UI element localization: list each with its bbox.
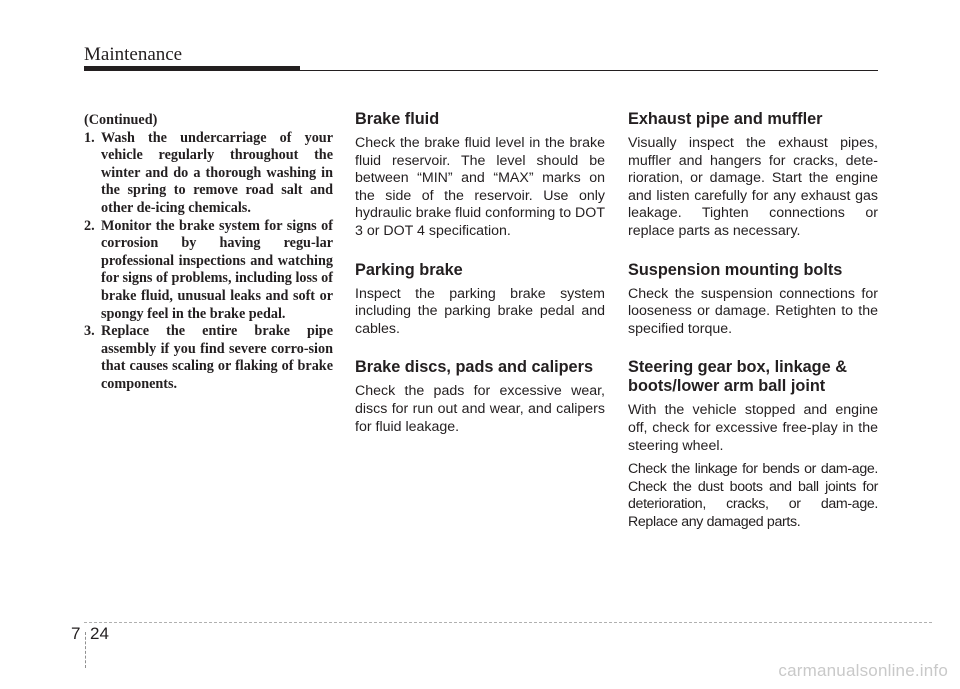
- column-exhaust-suspension: [628, 110, 878, 552]
- suspension-heading: Suspension mounting bolts: [628, 260, 843, 279]
- exhaust-heading: Exhaust pipe and muffler: [628, 110, 823, 128]
- brake-discs-body: Check the pads for excessive wear, discs for run out and wear, and calipers for fluid leakage.: [355, 383, 605, 435]
- footer-rule: [84, 622, 932, 623]
- exhaust-body: Visually inspect the exhaust pipes, muffler and hangers for cracks, dete-rioration, or damage. Start the engine and listen carefully for any exhaust gas leakage. Tighten connections or replace parts as necessary.: [628, 135, 878, 239]
- brake-fluid-heading: Brake fluid: [355, 110, 440, 128]
- list-item: [84, 218, 333, 324]
- corrosion-steps-list: [84, 130, 333, 394]
- watermark: carmanualsonline.info: [778, 661, 948, 680]
- steering-heading: Steering gear box, linkage & boots/lower arm ball joint: [628, 358, 847, 396]
- list-item-number: 3.: [84, 323, 95, 340]
- list-item-text: Wash the undercarriage of your vehicle regularly throughout the winter and do a thorough washing in the spring to remove road salt and other de-icing chemicals.: [101, 129, 333, 216]
- page-number: 24: [90, 624, 109, 643]
- continued-label: (Continued): [84, 112, 158, 128]
- parking-brake-body: Inspect the parking brake system including the parking brake pedal and cables.: [355, 285, 605, 337]
- steering-body-1: With the vehicle stopped and engine off, check for excessive free-play in the steering wheel.: [628, 402, 878, 454]
- brake-discs-heading: Brake discs, pads and calipers: [355, 358, 594, 377]
- steering-body-2: Check the linkage for bends or dam-age. Check the dust boots and ball joints for deterioration, cracks, or dam-age. Replace any damaged parts.: [628, 461, 878, 530]
- header-rule-thick: [84, 66, 300, 71]
- list-item: [84, 130, 333, 218]
- section-number: 7: [71, 624, 81, 643]
- parking-brake-heading: Parking brake: [355, 260, 463, 279]
- list-item-number: 1.: [84, 129, 95, 146]
- column-continued-list: [84, 112, 333, 394]
- list-item-text: Replace the entire brake pipe assembly if you find severe corro-sion that causes scaling or flaking of brake components.: [101, 323, 333, 392]
- page-header-title: Maintenance: [84, 44, 183, 65]
- brake-fluid-body: Check the brake fluid level in the brake fluid reservoir. The level should be between “MIN” and “MAX” marks on the side of the reservoir. Use only hydraulic brake fluid conforming to DOT 3 or DOT 4 specification.: [355, 135, 605, 239]
- footer-divider: [85, 632, 86, 668]
- list-item-text: Monitor the brake system for signs of corrosion by having regu-lar professional inspections and watching for signs of problems, including loss of brake fluid, unusual leaks and soft or spongy feel in the brake pedal.: [101, 217, 333, 322]
- list-item-number: 2.: [84, 217, 95, 234]
- header-rule-thin: [300, 70, 878, 71]
- suspension-body: Check the suspension connections for looseness or damage. Retighten to the specified torque.: [628, 285, 878, 337]
- column-brakes: [355, 110, 605, 456]
- list-item: [84, 323, 333, 393]
